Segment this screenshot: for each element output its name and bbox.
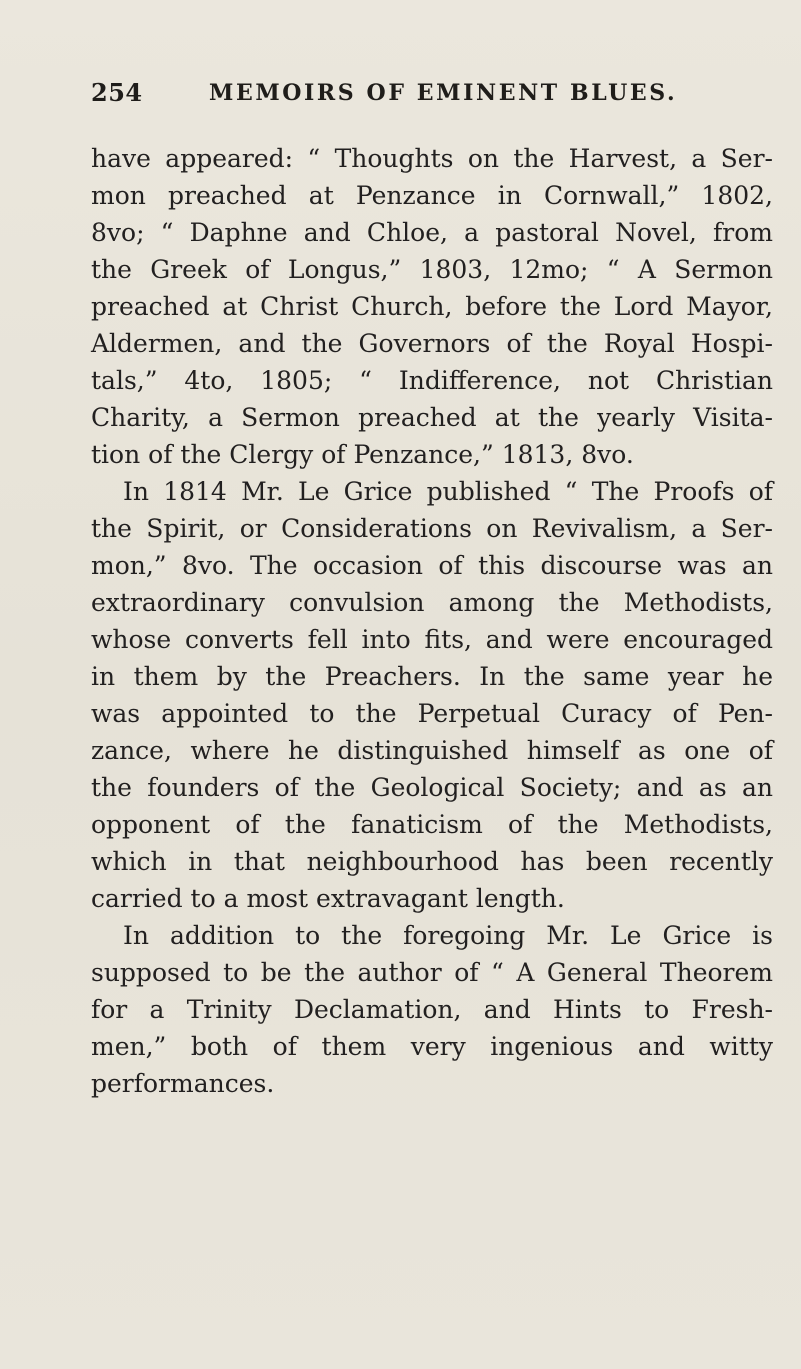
text-line: performances. (91, 1069, 275, 1098)
text-line: men,” both of them very ingenious and witty (91, 1032, 773, 1061)
text-line: Aldermen, and the Governors of the Royal Hospi- (91, 329, 773, 358)
text-line: mon,” 8vo. The occasion of this discourse was an (91, 551, 773, 580)
body-text (91, 140, 773, 1102)
text-line: have appeared: “ Thoughts on the Harvest, a Ser- (91, 144, 773, 173)
text-line: opponent of the fanaticism of the Methodists, (91, 810, 773, 839)
text-line: the founders of the Geological Society; and as an (91, 773, 773, 802)
text-line: the Spirit, or Considerations on Revivalism, a Ser- (91, 514, 773, 543)
text-line: was appointed to the Perpetual Curacy of Pen- (91, 699, 773, 728)
text-line: supposed to be the author of “ A General Theorem (91, 958, 773, 987)
page-number: 254 (91, 78, 143, 107)
text-line: carried to a most extravagant length. (91, 884, 565, 913)
text-line: extraordinary convulsion among the Methodists, (91, 588, 773, 617)
text-line: tion of the Clergy of Penzance,” 1813, 8vo. (91, 440, 634, 469)
text-line: mon preached at Penzance in Cornwall,” 1802, (91, 181, 773, 210)
text-line: for a Trinity Declamation, and Hints to Fresh- (91, 995, 773, 1024)
running-head: MEMOIRS OF EMINENT BLUES. (209, 80, 678, 106)
text-line: which in that neighbourhood has been recently (91, 847, 773, 876)
text-line: zance, where he distinguished himself as one of (91, 736, 773, 765)
paragraph-start-line: In addition to the foregoing Mr. Le Grice is (123, 921, 773, 950)
text-line: preached at Christ Church, before the Lord Mayor, (91, 292, 773, 321)
text-line: Charity, a Sermon preached at the yearly Visita- (91, 403, 773, 432)
text-line: tals,” 4to, 1805; “ Indifference, not Christian (91, 366, 773, 395)
text-line: whose converts fell into fits, and were encouraged (91, 625, 773, 654)
text-line: the Greek of Longus,” 1803, 12mo; “ A Sermon (91, 255, 773, 284)
text-line: 8vo; “ Daphne and Chloe, a pastoral Novel, from (91, 218, 773, 247)
page-header (91, 78, 771, 118)
text-line: in them by the Preachers. In the same year he (91, 662, 773, 691)
paragraph-start-line: In 1814 Mr. Le Grice published “ The Proofs of (123, 477, 773, 506)
